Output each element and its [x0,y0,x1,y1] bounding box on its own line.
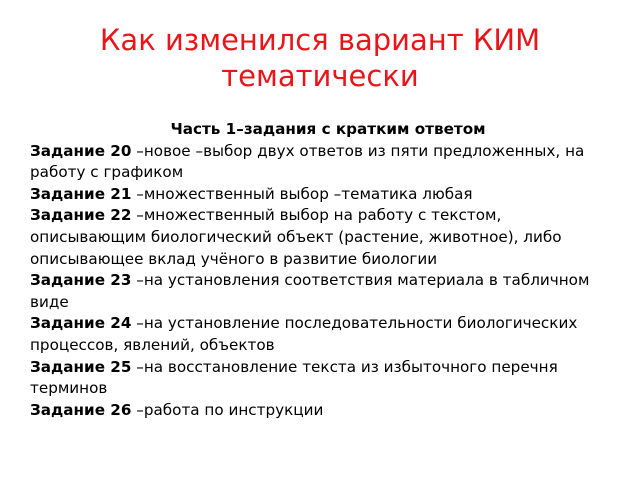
task-item-20 [30,141,620,184]
task-item-23 [30,270,620,313]
task-label: Задание 26 [30,400,132,419]
task-description: –работа по инструкции [131,400,324,419]
task-item-22 [30,205,620,270]
slide-title [40,22,600,94]
task-item-24 [30,313,620,356]
task-item-26 [30,400,620,422]
task-label: Задание 23 [30,271,132,290]
task-description: –новое –выбор двух ответов из пяти предложенных, на работу с графиком [30,141,585,182]
task-label: Задание 20 [30,141,132,160]
slide-title-line-1: Как изменился вариант КИМ [99,23,541,57]
task-description: –множественный выбор на работу с текстом, описывающим биологический объект (растение, животное), либо описывающее вклад учёного в развитие биологии [30,206,562,268]
slide-title-line-2: тематически [221,59,419,93]
slide-body [30,119,620,421]
task-item-21 [30,184,620,206]
task-description: –на восстановление текста из избыточного перечня терминов [30,357,558,398]
task-description: –на установления соответствия материала в табличном виде [30,271,590,311]
task-label: Задание 22 [30,206,132,225]
task-item-25 [30,357,620,400]
task-description: –множественный выбор –тематика любая [131,184,473,203]
task-label: Задание 21 [30,184,132,203]
section-subheading: Часть 1–задания с кратким ответом [170,120,486,138]
task-label: Задание 24 [30,314,132,333]
task-label: Задание 25 [30,357,132,376]
task-description: –на установление последовательности биологических процессов, явлений, объектов [30,314,578,354]
